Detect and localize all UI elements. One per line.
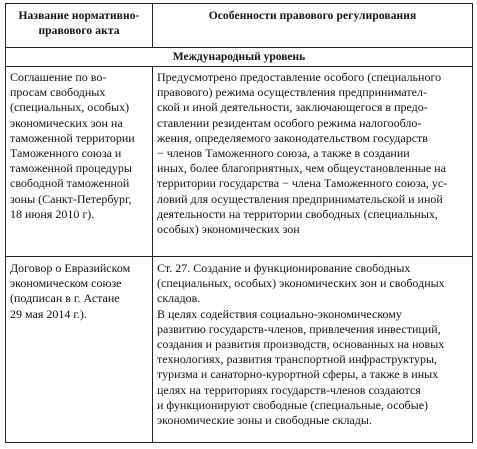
desc-line: иных, более благоприятных, чем общеустановленные на bbox=[157, 161, 446, 176]
act-line: Таможенного союза и bbox=[10, 146, 122, 161]
act-line: экономическом союзе bbox=[10, 276, 122, 291]
act-line: 29 мая 2014 г.). bbox=[10, 306, 87, 321]
act-line: зоны (Санкт-Петербург, bbox=[10, 191, 132, 206]
act-line: экономических зон на bbox=[10, 115, 123, 130]
desc-line: − членов Таможенного союза, а также в создании bbox=[157, 146, 410, 161]
act-line: Договор о Евразийском bbox=[10, 261, 131, 275]
act-line: (специальных, особых) bbox=[10, 100, 130, 115]
legal-acts-table bbox=[5, 3, 473, 443]
act-line: 18 июня 2010 г). bbox=[10, 206, 95, 221]
desc-line: туризма и санаторно-курортной сферы, а также в иных bbox=[157, 367, 439, 382]
desc-line: технологиях, развития транспортной инфраструктуры, bbox=[157, 352, 438, 367]
desc-line: Ст. 27. Создание и функционирование свободных bbox=[157, 261, 411, 275]
row-1-act bbox=[10, 70, 150, 222]
header-regulation: Особенности правового регулирования bbox=[208, 10, 417, 22]
header-act-name bbox=[6, 9, 152, 39]
desc-line: целях на территориях государств-членов создаются bbox=[157, 382, 421, 397]
desc-line: В целях содействия социально-экономическому bbox=[157, 306, 402, 321]
section-divider bbox=[6, 66, 472, 67]
header-act-name-line: правового акта bbox=[38, 25, 120, 37]
act-line: Соглашение по во- bbox=[10, 70, 107, 84]
row-2-description bbox=[157, 261, 469, 428]
desc-line: создания и развития производств, основанных на новых bbox=[157, 337, 445, 352]
act-line: свободной таможенной bbox=[10, 176, 130, 191]
act-line: таможенной процедуры bbox=[10, 161, 132, 176]
act-line: таможенной территории bbox=[10, 130, 135, 145]
row-divider bbox=[6, 256, 472, 257]
desc-line: развитию государств-членов, привлечения инвестиций, bbox=[157, 321, 441, 336]
section-title: Международный уровень bbox=[172, 51, 306, 63]
desc-line: деятельности на территории свободных (специальных, bbox=[157, 206, 438, 221]
column-divider-body bbox=[152, 66, 153, 442]
desc-line: (специальных, особых) экономических зон и свободных bbox=[157, 276, 445, 291]
desc-line: экономические зоны и свободные склады. bbox=[157, 413, 372, 428]
desc-line: ловий для осуществления предпринимательской и иной bbox=[157, 191, 443, 206]
act-line: (подписан в г. Астане bbox=[10, 291, 120, 306]
desc-line: территории государства − члена Таможенного союза, ус- bbox=[157, 176, 448, 191]
row-2-act bbox=[10, 261, 150, 322]
desc-line: складов. bbox=[157, 291, 201, 306]
act-line: просам свободных bbox=[10, 85, 106, 100]
desc-line: жения, определяемого законодательством государств bbox=[157, 130, 428, 145]
desc-line: и функционируют свободные (специальные, особые) bbox=[157, 397, 429, 412]
desc-line: правового) режима осуществления предпринимател- bbox=[157, 85, 427, 100]
header-act-name-line: Название нормативно- bbox=[18, 10, 140, 22]
desc-line: ставлении резидентам особого режима налогообло- bbox=[157, 115, 422, 130]
desc-line: особых) экономических зон bbox=[157, 222, 300, 237]
desc-line: Предусмотрено предоставление особого (специального bbox=[157, 70, 442, 84]
desc-line: ской и иной деятельности, заключающегося в предо- bbox=[157, 100, 428, 115]
row-1-description bbox=[157, 70, 469, 237]
